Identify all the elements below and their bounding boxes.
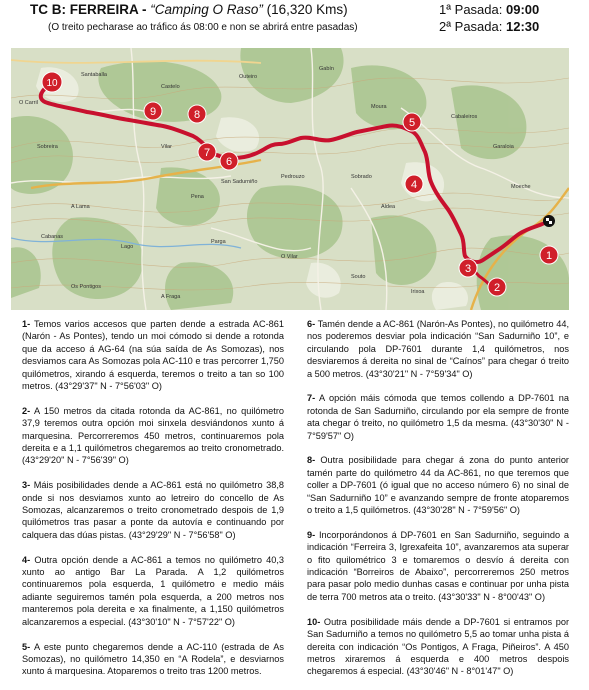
place-label: San Sadurniño [221,179,258,185]
place-label: Cabanas [41,234,64,240]
marker-number: 6 [225,156,233,168]
access-point-2 [22,405,284,467]
access-text: Outra opción dende a AC-861 a temos no quilómetro 40,3 xunto ao antigo Bar La Parada. A 1,2 quilómetros continuaremos pola esquerda, 1 quilómetro e medio máis adiante seguiremos tamén pola esquerda, a 200 metros nos manteremos pola dereita e xa finalmente, a 1,150 quilómetros alcanzaremos a especial. (43°30'10" N - 7°57'22" O) [22,554,284,627]
access-text: A opción máis cómoda que temos collendo a DP-7601 na rotonda de San Sadurniño, circulando por ela sempre de fronte ata chegar ó treito, no quilómetro 1,5 da mesma. (43°30'30" N - 7°59'57" O) [307,393,570,441]
access-point-8 [307,454,569,516]
right-column [307,318,569,690]
place-label: A Fraga [161,294,181,300]
access-marker-7[interactable] [198,143,216,161]
marker-number: 7 [203,147,211,159]
access-number: 10- [307,616,321,627]
access-point-9 [307,529,569,603]
place-label: Parga [211,239,226,245]
access-marker-4[interactable] [405,175,423,193]
access-point-3 [22,479,284,541]
access-descriptions [0,318,589,677]
second-pass-label: 2ª Pasada: [439,19,503,34]
access-marker-5[interactable] [403,113,421,131]
access-text: Incorporándonos á DP-7601 en San Sadurniño, seguindo a indicación “Ferreira 3, Igrexafeita 10”, avanzaremos ata superar o fito quilométrico 3 e tomaremos o desvío á dereita con indicación “Borreiros de Abaixo”, percorreremos 250 metros para pasar polo medio dunhas casas e continuar por unha pista de terra 700 metros ata o treito. (43°30'33" N - 8°00'43" O) [307,529,569,602]
place-label: Gabín [319,66,334,72]
access-number: 9- [307,529,316,540]
marker-number: 1 [545,250,553,262]
access-point-7 [307,392,569,442]
access-text: A 150 metros da citada rotonda da AC-861, no quilómetro 37,9 teremos outra opción moi sinxela desviándonos xunto á marquesina. Percorreremos 450 metros, continuaremos pola dereita e a 1,1 quilómetros chegaremos ao treito cronometrado. (43°29'20" N - 7°56'39" O) [22,405,284,466]
marker-number: 2 [493,282,501,294]
place-label: Moura [371,104,387,110]
left-column [22,318,284,690]
stage-map [11,48,569,310]
place-label: Garaloia [493,144,514,150]
place-label: Lago [121,244,134,250]
first-pass [439,2,539,17]
access-marker-8[interactable] [188,105,206,123]
place-label: Souto [351,274,366,280]
marker-number: 8 [193,109,201,121]
page-header [0,0,589,48]
second-pass-time: 12:30 [505,19,540,34]
access-text: Temos varios accesos que parten dende a estrada AC-861 (Narón - As Pontes), tendo un moi cómodo si dende a rotonda que da acceso á AG-64 (na súa saída de As Somozas), nos desviamos cara As Somozas pola AC-110 e tras percorrer 1,750 quilómetros, xirando á esquerda, teremos o treito a tan so 100 metros. (43°29'37" N - 7°56'03" O) [22,319,284,392]
place-label: Pena [191,194,204,200]
access-marker-10[interactable] [42,72,62,92]
access-text: Tamén dende a AC-861 (Narón-As Pontes), no quilómetro 44, nos poderemos desviar pola indicación “San Sadurniño 10”, e circulando pola DP-7601 durante 1,4 quilómetros, nos desviaremos á dereita no sinal de “Caínos” para chegar ó treito a 500 metros. (43°30'21" N - 7°59'34" O) [307,319,569,379]
stage-title [30,2,348,17]
access-text: Outra posibilidade máis dende a DP-7601 si entramos por San Sadurniño a temos no quilómetro 5,5 ao tomar unha pista á dereita con indicación “Os Pontigos, A Fraga, Piñeiros”. A 450 metros xiraremos á esquerda e 400 metros despois chegaremos á especial. (43°30'46" N - 8°01'47" O) [307,616,569,677]
access-text: A este punto chegaremos dende a AC-110 (estrada de As Somozas), no quilómetro 14,350 en “A Rodela”, e desviarnos xunto á marquesina. Atoparemos o treito tras 1200 metros. [22,641,284,677]
access-point-1 [22,318,284,392]
place-label: Sobreira [37,144,58,150]
access-point-6 [307,318,569,380]
access-point-4 [22,554,284,628]
place-label: O Vilar [281,254,298,260]
section-label: TC B: [30,2,66,17]
access-marker-9[interactable] [144,102,162,120]
access-number: 3- [22,480,31,491]
access-number: 4- [22,554,31,565]
access-marker-1[interactable] [540,246,558,264]
access-marker-2[interactable] [488,278,506,296]
marker-number: 5 [408,117,416,129]
place-label: Moeche [511,184,531,190]
place-label: Aldea [381,204,396,210]
first-pass-time: 09:00 [505,2,540,17]
place-label: Cabaleiros [451,114,478,120]
stage-distance: (16,320 Kms) [266,2,348,17]
stage-camping: “Camping O Raso” [150,2,263,17]
place-label: Outeiro [239,74,258,80]
access-point-5 [22,641,284,678]
marker-number: 10 [46,78,58,89]
access-number: 7- [307,393,316,404]
access-text: Outra posibilidade para chegar á zona do punto anterior tamén parte do quilómetro 44 da AC-861, no que teremos que coller a DP-7601 (ó igual que no acceso número 6) no sinal de “San Sadurniño 10” e avanzando sempre de fronte atoparemos o treito a 1,5 quilómetros. (43°30'28" N - 7°59'56" O) [307,455,569,516]
access-number: 5- [22,641,31,652]
first-pass-label: 1ª Pasada: [439,2,503,17]
place-label: Pedrouzo [281,174,305,180]
access-number: 2- [22,405,31,416]
place-label: Vilar [161,144,172,150]
access-number: 1- [22,319,31,329]
traffic-note: (O treito pecharase ao tráfico ás 08:00 e non se abrirá entre pasadas) [48,22,358,33]
second-pass [439,19,539,34]
access-number: 8- [307,455,316,466]
access-text: Máis posibilidades dende a AC-861 está no quilómetro 38,8 onde si nos desviamos xunto ao letreiro do concello de As Somozas, alcanzaremos o treito cronometrado despois de 1,9 quilómetros tras pasar a ponte da autovía e continuando por calquera das dúas pistas. (43°29'29" N - 7°56'58" O) [22,480,284,540]
access-number: 6- [307,319,316,329]
place-label: A Lama [71,204,90,210]
finish-flag-icon [543,215,555,227]
topographic-map [11,48,569,310]
access-marker-3[interactable] [459,259,477,277]
marker-number: 4 [410,179,418,191]
marker-number: 3 [464,263,472,275]
access-point-10 [307,616,569,678]
marker-number: 9 [149,106,157,118]
place-label: Sobrado [351,174,372,180]
place-label: O Carril [19,100,38,106]
place-label: Os Pontigos [71,284,101,290]
place-label: Castelo [161,84,180,90]
access-marker-6[interactable] [220,152,238,170]
stage-place: FERREIRA - [69,2,147,17]
place-label: Irixoa [411,289,425,295]
place-label: Santaballa [81,72,107,78]
